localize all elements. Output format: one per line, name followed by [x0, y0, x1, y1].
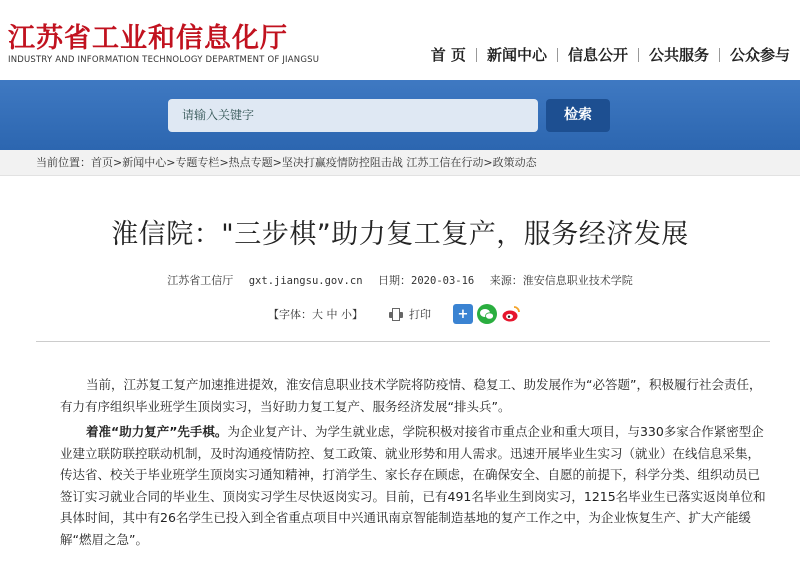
breadcrumb-sep: > [483, 156, 493, 169]
breadcrumb [0, 150, 800, 176]
nav-news[interactable]: 新闻中心 [486, 46, 547, 64]
paragraph-2-heading: 着准“助力复产”先手棋。 [86, 424, 228, 439]
breadcrumb-sep: > [166, 156, 176, 169]
breadcrumb-sep: > [113, 156, 123, 169]
breadcrumb-sep: > [272, 156, 282, 169]
divider [36, 341, 770, 342]
paragraph-1-text: 当前，江苏复工复产加速推进提效，淮安信息职业技术学院将防疫情、稳复工、助发展作为“必答题”，积极履行社会责任，有力有序组织毕业班学生顶岗实习，当好助力复工复产、服务经济发展“排头兵”。 [60, 377, 762, 414]
print-icon[interactable] [389, 308, 403, 321]
meta-date-label: 日期： [378, 274, 412, 287]
search-input[interactable]: 请输入关键字 [168, 99, 538, 132]
paragraph-1 [60, 374, 772, 417]
breadcrumb-news[interactable]: 新闻中心 [122, 156, 167, 169]
meta-source: 江苏省工信厅 [167, 274, 234, 287]
article-tools [268, 304, 525, 324]
article-meta [0, 272, 800, 288]
share-bar [453, 304, 525, 324]
breadcrumb-special[interactable]: 专题专栏 [175, 156, 220, 169]
logo-english: INDUSTRY AND INFORMATION TECHNOLOGY DEPARTMENT OF JIANGSU [8, 55, 320, 65]
breadcrumb-campaign[interactable]: 坚决打赢疫情防控阻击战 江苏工信在行动 [281, 156, 484, 169]
nav-home[interactable]: 首 页 [430, 46, 466, 64]
site-header [0, 0, 800, 80]
breadcrumb-policy[interactable]: 政策动态 [492, 156, 537, 169]
paragraph-2 [60, 421, 772, 550]
weibo-icon[interactable] [501, 304, 521, 324]
search-button[interactable]: 检索 [546, 99, 610, 132]
meta-origin-label: 来源： [489, 274, 523, 287]
nav-info-public[interactable]: 信息公开 [567, 46, 628, 64]
meta-date: 2020-03-16 [411, 275, 475, 287]
article-body [60, 374, 772, 554]
paragraph-2-text: 为企业复产计、为学生就业虑，学院积极对接省市重点企业和重大项目，与330多家合作紧密型企业建立联防联控联动机制，及时沟通疫情防控、复工政策、就业形势和用人需求。迅速开展毕业生实习（就业）在线信息采集，传达省、校关于毕业班学生顶岗实习通知精神，打消学生、家长存在顾虑，在确保安全、自愿的前提下，科学分类、组织动员已签订实习就业合同的毕业生、顶岗实习学生尽快返岗实习。目前，已有491名毕业生到岗实习，1215名毕业生已落实返岗单位和具体时间，其中有26名学生已投入到全省重点项目中兴通讯南京智能制造基地的复产工作之中，为企业恢复生产、扩大产能缓解“燃眉之急”。 [60, 424, 766, 547]
main-nav [421, 44, 800, 65]
search-banner [0, 80, 800, 150]
font-size-control[interactable]: 【字体：大 中 小】 [268, 308, 363, 321]
nav-public-service[interactable]: 公共服务 [648, 46, 709, 64]
breadcrumb-home[interactable]: 首页 [91, 156, 113, 169]
meta-origin: 淮安信息职业技术学院 [522, 274, 633, 287]
breadcrumb-sep: > [219, 156, 229, 169]
logo-chinese[interactable]: 江苏省工业和信息化厅 [8, 23, 288, 54]
print-link[interactable]: 打印 [409, 308, 431, 321]
meta-site: gxt.jiangsu.gov.cn [248, 275, 363, 287]
breadcrumb-prefix: 当前位置： [36, 156, 91, 169]
breadcrumb-hot[interactable]: 热点专题 [228, 156, 273, 169]
share-plus-icon[interactable]: + [453, 304, 473, 324]
wechat-icon[interactable] [477, 304, 497, 324]
article-title: 淮信院："三步棋”助力复工复产，服务经济发展 [111, 219, 689, 250]
nav-public-participation[interactable]: 公众参与 [729, 46, 790, 64]
